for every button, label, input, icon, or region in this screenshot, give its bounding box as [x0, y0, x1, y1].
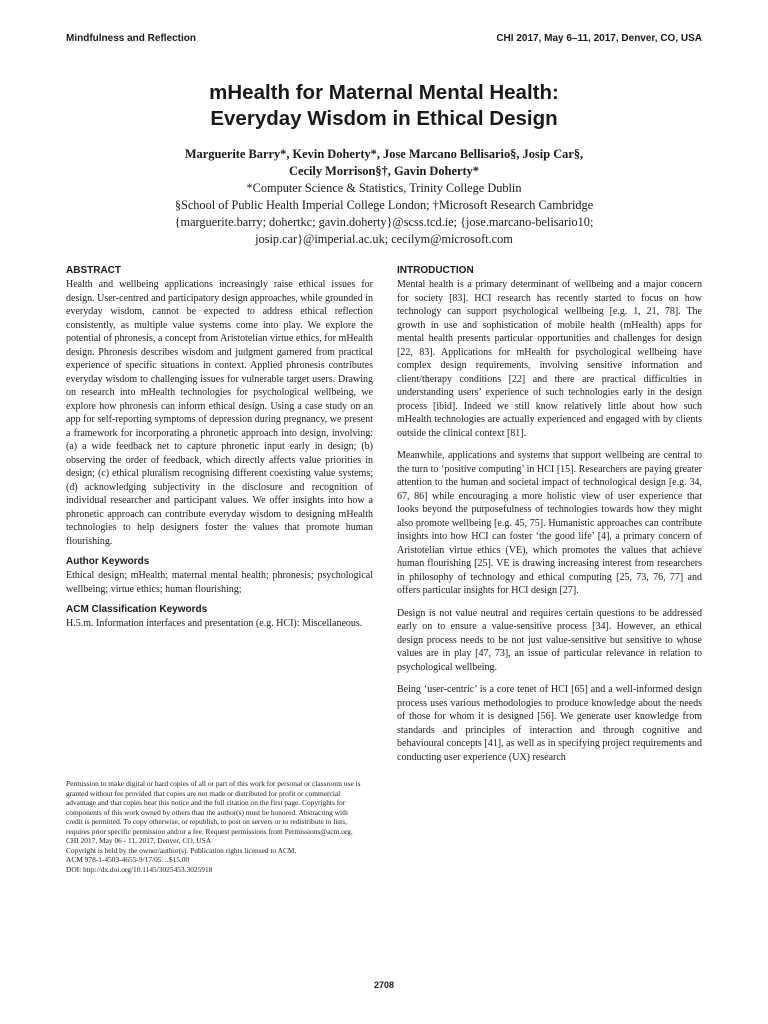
affiliations — [66, 180, 702, 248]
paper-title — [66, 80, 702, 132]
author-keywords-heading: Author Keywords — [66, 556, 150, 567]
acm-keywords-heading: ACM Classification Keywords — [66, 604, 208, 615]
title-line-2: Everyday Wisdom in Ethical Design — [210, 107, 558, 130]
abstract-heading: ABSTRACT — [66, 265, 121, 276]
affiliation-line: josip.car}@imperial.ac.uk; cecilym@microsoft.com — [255, 232, 513, 246]
author-list — [66, 146, 702, 180]
intro-paragraph: Mental health is a primary determinant of wellbeing and a major concern for society [83]. HCI research has recently started to focus on how technology can support psychological wellbeing [e.g. 1, 21, 78]. The growth in use and sophistication of mobile health (mHealth) apps for mental health presents particular opportunities and challenges for design [22, 83]. Applications for mHealth for psychological wellbeing have complex design requirements, involving sensitive information and client/therapy conditions [22] and there are practical difficulties in understanding users’ experience of such technologies early in the design process [ibid]. Indeed we still know relatively little about how such mHealth technologies are actually experienced and engaged with by clients outside the clinical context [81]. — [397, 279, 702, 439]
affiliation-line: §School of Public Health Imperial College London; †Microsoft Research Cambridge — [174, 198, 594, 212]
permission-notice: Permission to make digital or hard copies of all or part of this work for personal or classroom use is granted without fee provided that copies are not made or distributed for profit or commercial advantage and that copies bear this notice and the full citation on the first page. Copyrights for components of this work owned by others than the author(s) must be honored. Abstracting with credit is permitted. To copy otherwise, or republish, to post on servers or to redistribute to lists, requires prior specific permission and/or a fee. Request permissions from Permissions@acm.org. — [66, 779, 361, 836]
affiliation-line: {marguerite.barry; dohertkc; gavin.doherty}@scss.tcd.ie; {jose.marcano-belisario10; — [174, 215, 594, 229]
author-keywords-text: Ethical design; mHealth; maternal mental health; phronesis; psychological wellbeing; virtue ethics; human flourishing; — [66, 570, 373, 595]
doi-line: DOI: http://dx.doi.org/10.1145/3025453.3025918 — [66, 864, 213, 874]
intro-paragraph: Design is not value neutral and requires certain questions to be addressed early on to ensure a value-sensitive process [34]. However, an ethical design process needs to be not just value-sensitive but sensitive to whose values are in play [47, 73], an issue of particular relevance in relation to psychological wellbeing. — [397, 607, 702, 673]
rights-line: Copyright is held by the owner/author(s). Publication rights licensed to ACM. — [66, 845, 297, 855]
section-label: Mindfulness and Reflection — [66, 33, 197, 44]
title-block — [66, 80, 702, 248]
page-number: 2708 — [373, 980, 395, 990]
acm-keywords-text: H.5.m. Information interfaces and presentation (e.g. HCI): Miscellaneous. — [66, 618, 363, 629]
intro-paragraph: Being ‘user-centric’ is a core tenet of HCI [65] and a well-informed design process uses various methodologies to produce knowledge about the needs of those for whom it is designed [56]. We generate user knowledge from standards and principles of interaction and through cognitive and behavioural concepts [41], as well as in specifying project requirements and conducting user experience (UX) research — [397, 684, 702, 763]
copyright-block — [66, 779, 366, 874]
intro-paragraph: Meanwhile, applications and systems that support wellbeing are central to the turn to ‘positive computing’ in HCI [15]. Researchers are paying greater attention to the human and societal impact of technological design [e.g. 34, 67, 86] while encouraging a more holistic view of user experience that looks beyond the purposefulness of technologies towards how they might also promote wellbeing [e.g. 45, 75]. Humanistic approaches can contribute insights into how HCI can foster ‘the good life’ [4], a primary concern of Aristotelian virtue ethics (VE), which promotes the values that achieve human flourishing [25]. VE is drawing increasing interest from researchers in philosophy of technology and ethical computing [25, 73, 76, 77] and offers particular insights for HCI design [27]. — [397, 450, 702, 596]
author-line-2: Cecily Morrison§†, Gavin Doherty* — [289, 164, 479, 178]
isbn-line: ACM 978-1-4503-4655-9/17/05…$15.00 — [66, 855, 190, 864]
conference-label: CHI 2017, May 6–11, 2017, Denver, CO, USA — [496, 33, 702, 44]
abstract-text: Health and wellbeing applications increasingly raise ethical issues for design. User-centred and participatory design approaches, while grounded in everyday wisdom, cannot be expected to address ethical reflection consistently, as multiple value systems come into play. We explore the potential of phronesis, a concept from Aristotelian virtue ethics, for mHealth design. Phronesis describes wisdom and judgment garnered from practical experience of specific situations in context. Applied phronesis contributes everyday wisdom to challenging issues for vulnerable target users. Drawing on research into mHealth technologies for psychological wellbeing, we explore how phronesis can inform ethical design. Using a case study on an app for self-reporting symptoms of depression during pregnancy, we present a framework for incorporating a phronetic approach into design, involving: (a) a wide feedback net to capture phronetic input early in design; (b) observing the order of feedback, which directly affects value priorities in design; (c) ethical pluralism recognising different coexisting value systems; (d) acknowledging subjectivity in the disclosure and recognition of individual researcher and participant values. We offer insights into how a phronetic approach can contribute everyday wisdom to designing mHealth technologies to help designers foster the values that promote human flourishing. — [66, 279, 373, 547]
affiliation-line: *Computer Science & Statistics, Trinity College Dublin — [246, 181, 522, 195]
author-line-1: Marguerite Barry*, Kevin Doherty*, Jose Marcano Bellisario§, Josip Car§, — [184, 147, 584, 161]
introduction-heading: INTRODUCTION — [397, 265, 474, 276]
left-column — [66, 265, 373, 631]
conference-line: CHI 2017, May 06 - 11, 2017, Denver, CO, USA — [66, 836, 212, 845]
right-column — [397, 265, 702, 773]
title-line-1: mHealth for Maternal Mental Health: — [209, 81, 559, 104]
running-header — [66, 33, 702, 47]
